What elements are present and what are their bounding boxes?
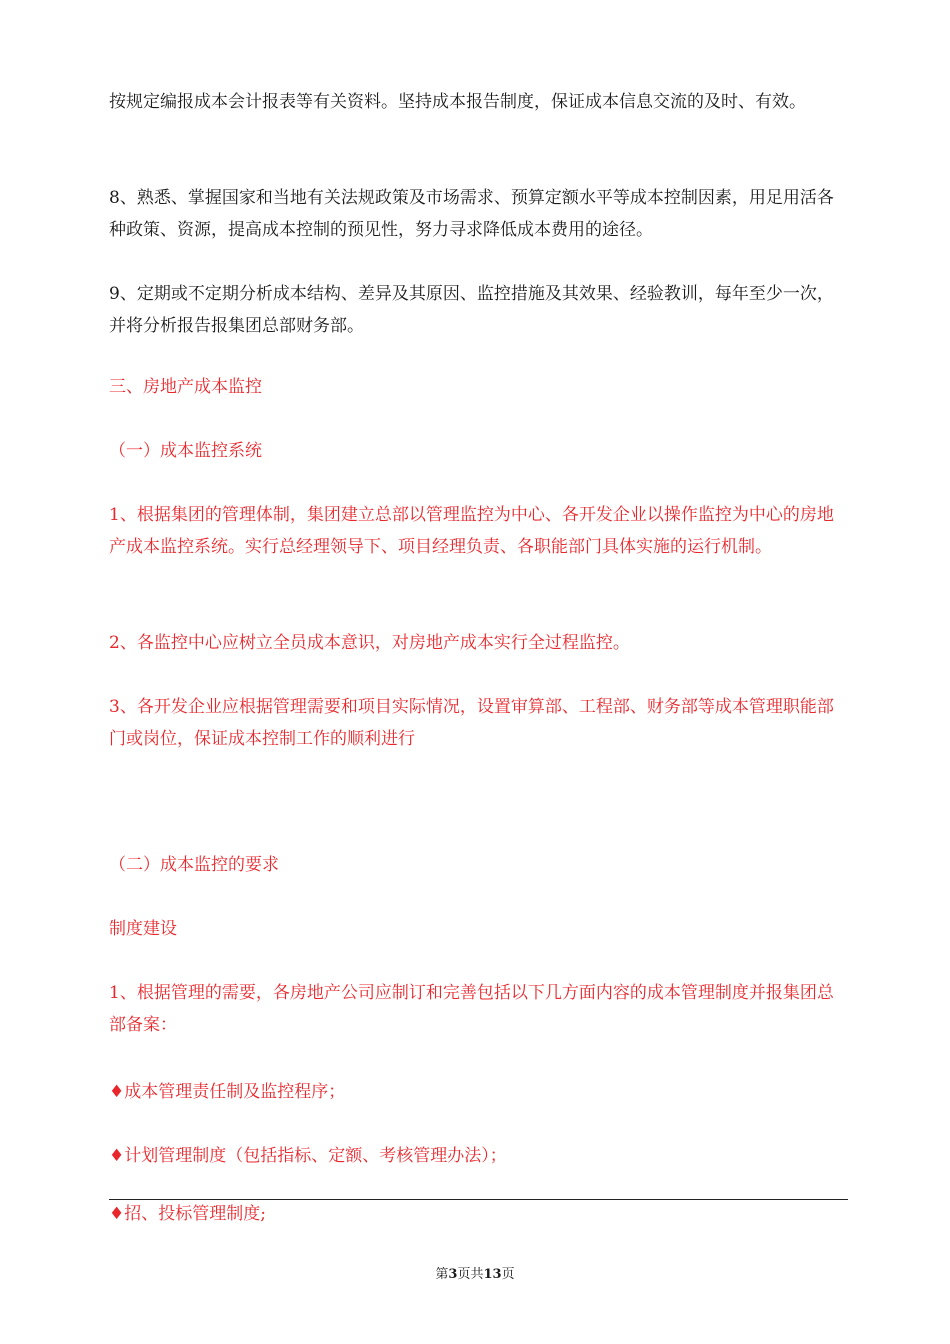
subsection-heading-1: （一）成本监控系统 <box>109 441 262 461</box>
paragraph-monitor-3: 3、各开发企业应根据管理需要和项目实际情况，设置审算部、工程部、财务部等成本管理职能部门或岗位，保证成本控制工作的顺利进行 <box>109 697 834 749</box>
paragraph-monitor-2: 2、各监控中心应树立全员成本意识，对房地产成本实行全过程监控。 <box>109 633 630 653</box>
paragraph-item-9: 9、定期或不定期分析成本结构、差异及其原因、监控措施及其效果、经验教训，每年至少一次，并将分析报告报集团总部财务部。 <box>109 284 834 336</box>
footer-prefix: 第 <box>435 1267 449 1282</box>
paragraph-cost-report: 按规定编报成本会计报表等有关资料。坚持成本报告制度，保证成本信息交流的及时、有效。 <box>109 92 806 112</box>
paragraph-monitor-1: 1、根据集团的管理体制，集团建立总部以管理监控为中心、各开发企业以操作监控为中心的房地产成本监控系统。实行总经理领导下、项目经理负责、各职能部门具体实施的运行机制。 <box>109 505 834 557</box>
footer-suffix: 页 <box>501 1267 515 1282</box>
paragraph-item-8: 8、熟悉、掌握国家和当地有关法规政策及市场需求、预算定额水平等成本控制因素，用足用活各种政策、资源，提高成本控制的预见性，努力寻求降低成本费用的途径。 <box>109 188 834 240</box>
bullet-item-2: ♦计划管理制度（包括指标、定额、考核管理办法）； <box>109 1146 507 1166</box>
footer-total-pages: 13 <box>483 1267 502 1282</box>
section-heading-3: 三、房地产成本监控 <box>109 377 262 397</box>
page-footer <box>0 1266 950 1284</box>
footer-middle: 页共 <box>457 1267 484 1282</box>
subsection-heading-2: （二）成本监控的要求 <box>109 855 279 875</box>
bullet-item-1: ♦成本管理责任制及监控程序； <box>109 1082 346 1102</box>
paragraph-requirement-1: 1、根据管理的需要，各房地产公司应制订和完善包括以下几方面内容的成本管理制度并报集团总部备案： <box>109 983 834 1035</box>
heading-system-building: 制度建设 <box>109 919 177 939</box>
footer-page-number: 3 <box>448 1267 458 1282</box>
bullet-item-3: ♦招、投标管理制度; <box>109 1204 266 1224</box>
